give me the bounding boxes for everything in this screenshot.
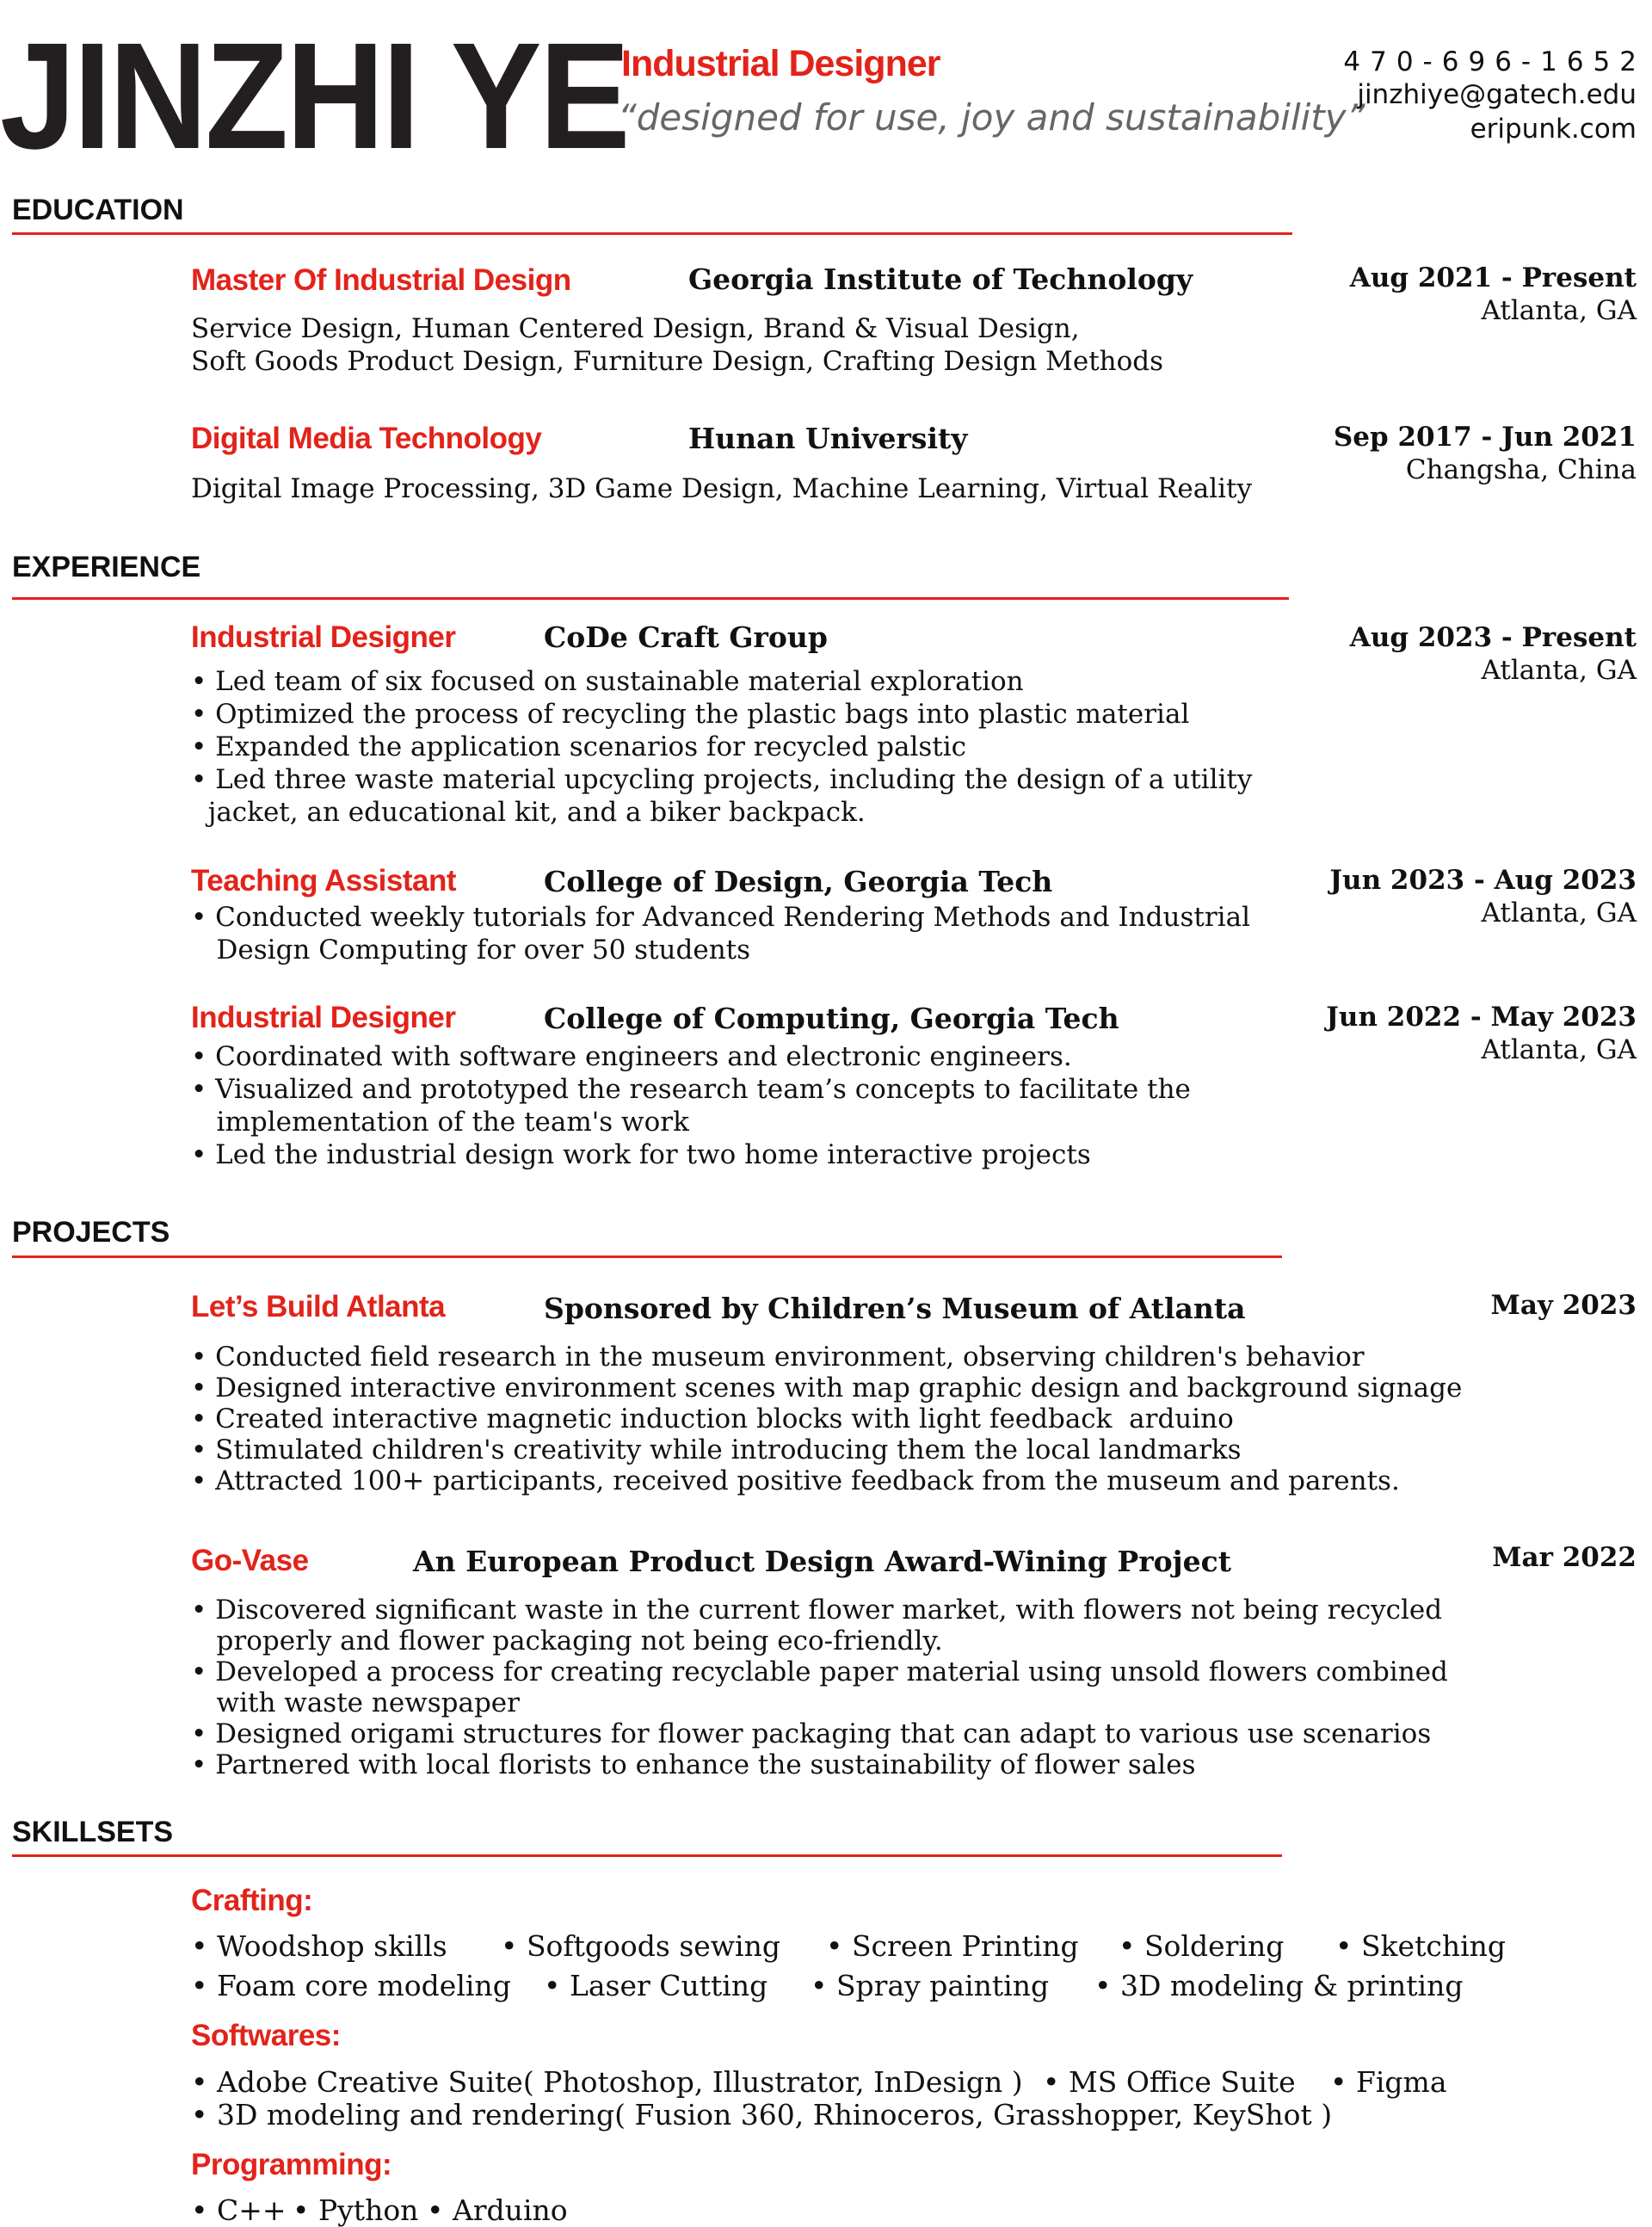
section-divider xyxy=(12,232,1292,235)
section-heading-skillsets: SKILLSETS xyxy=(12,1816,174,1848)
bullet-item: • Created interactive magnetic induction blocks with light feedback arduino xyxy=(191,1403,1234,1434)
project-sponsor: An European Product Design Award-Wining Project xyxy=(413,1545,1231,1578)
skill-item: • Soldering xyxy=(1119,1929,1285,1963)
skill-item: • 3D modeling and rendering( Fusion 360, Rhinoceros, Grasshopper, KeyShot ) xyxy=(191,2098,1333,2131)
skill-item: • Spray painting xyxy=(811,1969,1050,2002)
tagline: “designed for use, joy and sustainability” xyxy=(618,96,1365,139)
date-range: Aug 2023 - Present xyxy=(1349,622,1637,653)
bullet-item: • Partnered with local florists to enhance the sustainability of flower sales xyxy=(191,1749,1196,1780)
skill-item: • Screen Printing xyxy=(826,1929,1079,1963)
phone-number[interactable]: 470-696-1652 xyxy=(1343,46,1646,77)
course-list-line: Digital Image Processing, 3D Game Design, Machine Learning, Virtual Reality xyxy=(191,473,1252,504)
role-title: Industrial Designer xyxy=(191,620,456,654)
skill-item: • Adobe Creative Suite( Photoshop, Illustrator, InDesign ) xyxy=(191,2065,1023,2099)
bullet-item: properly and flower packaging not being eco-friendly. xyxy=(191,1626,943,1656)
bullet-item: • Stimulated children's creativity while introducing them the local landmarks xyxy=(191,1434,1242,1465)
bullet-item: • Led the industrial design work for two home interactive projects xyxy=(191,1139,1091,1170)
bullet-item: • Attracted 100+ participants, received positive feedback from the museum and parents. xyxy=(191,1465,1400,1496)
school-name: Georgia Institute of Technology xyxy=(688,262,1193,296)
bullet-item: • Conducted weekly tutorials for Advanced Rendering Methods and Industrial xyxy=(191,902,1250,933)
date-range: Sep 2017 - Jun 2021 xyxy=(1333,422,1637,453)
location: Atlanta, GA xyxy=(1481,1034,1637,1065)
organization: CoDe Craft Group xyxy=(544,620,828,654)
role-title: Industrial Designer xyxy=(191,1001,456,1034)
project-sponsor: Sponsored by Children’s Museum of Atlanta xyxy=(544,1292,1246,1325)
skill-item: • Softgoods sewing xyxy=(501,1929,780,1963)
bullet-item: • Led team of six focused on sustainable material exploration xyxy=(191,666,1024,697)
section-heading-projects: PROJECTS xyxy=(12,1216,170,1249)
degree-title: Master Of Industrial Design xyxy=(191,263,571,297)
section-divider xyxy=(12,1854,1282,1857)
date-range: Aug 2021 - Present xyxy=(1349,262,1637,293)
bullet-item: • Developed a process for creating recyclable paper material using unsold flowers combined xyxy=(191,1656,1448,1687)
date-range: Mar 2022 xyxy=(1492,1542,1637,1573)
location: Atlanta, GA xyxy=(1481,295,1637,326)
role-title: Teaching Assistant xyxy=(191,864,457,898)
date-range: Jun 2023 - Aug 2023 xyxy=(1329,865,1637,896)
date-range: Jun 2022 - May 2023 xyxy=(1326,1002,1637,1033)
location: Changsha, China xyxy=(1405,454,1637,485)
bullet-item: • Conducted field research in the museum environment, observing children's behavior xyxy=(191,1342,1365,1373)
section-heading-education: EDUCATION xyxy=(12,194,184,226)
bullet-item: • Designed origami structures for flower packaging that can adapt to various use scenarios xyxy=(191,1718,1432,1749)
candidate-name: JINZHI YE xyxy=(0,12,628,181)
project-name: Let’s Build Atlanta xyxy=(191,1290,446,1323)
date-range: May 2023 xyxy=(1490,1290,1637,1321)
course-list-line: Service Design, Human Centered Design, Brand & Visual Design, xyxy=(191,313,1080,344)
bullet-item: implementation of the team's work xyxy=(191,1107,689,1138)
bullet-item: • Designed interactive environment scenes with map graphic design and background signage xyxy=(191,1373,1463,1403)
project-name: Go-Vase xyxy=(191,1544,309,1577)
organization: College of Design, Georgia Tech xyxy=(544,865,1053,898)
bullet-item: • Visualized and prototyped the research team’s concepts to facilitate the xyxy=(191,1074,1191,1105)
skill-item: • 3D modeling & printing xyxy=(1094,1969,1464,2002)
skill-item: • Sketching xyxy=(1335,1929,1507,1963)
skill-item: • Laser Cutting xyxy=(544,1969,768,2002)
section-divider xyxy=(12,1255,1282,1258)
school-name: Hunan University xyxy=(688,422,968,455)
organization: College of Computing, Georgia Tech xyxy=(544,1002,1119,1035)
bullet-item: Design Computing for over 50 students xyxy=(191,935,751,965)
bullet-item: • Led three waste material upcycling projects, including the design of a utility xyxy=(191,764,1253,795)
course-list-line: Soft Goods Product Design, Furniture Design, Crafting Design Methods xyxy=(191,346,1164,377)
location: Atlanta, GA xyxy=(1481,898,1637,928)
bullet-item: jacket, an educational kit, and a biker backpack. xyxy=(191,797,866,828)
section-divider xyxy=(12,597,1289,600)
email-link[interactable]: jinzhiye@gatech.edu xyxy=(1357,79,1637,110)
skill-item: • Woodshop skills xyxy=(191,1929,447,1963)
skill-item: • C++ xyxy=(191,2193,287,2227)
degree-title: Digital Media Technology xyxy=(191,422,542,455)
bullet-item: with waste newspaper xyxy=(191,1687,520,1718)
skill-item: • Python xyxy=(293,2193,419,2227)
bullet-item: • Discovered significant waste in the current flower market, with flowers not being recycled xyxy=(191,1595,1443,1626)
bullet-item: • Expanded the application scenarios for recycled palstic xyxy=(191,731,967,762)
job-title: Industrial Designer xyxy=(621,43,940,84)
skill-item: • Figma xyxy=(1330,2065,1447,2099)
skill-category-label: Softwares: xyxy=(191,2019,341,2052)
bullet-item: • Optimized the process of recycling the plastic bags into plastic material xyxy=(191,699,1190,730)
skill-item: • Arduino xyxy=(427,2193,568,2227)
website-link[interactable]: eripunk.com xyxy=(1470,114,1637,145)
location: Atlanta, GA xyxy=(1481,655,1637,686)
skill-item: • MS Office Suite xyxy=(1043,2065,1296,2099)
skill-category-label: Programming: xyxy=(191,2148,392,2181)
bullet-item: • Coordinated with software engineers and electronic engineers. xyxy=(191,1041,1072,1072)
skill-item: • Foam core modeling xyxy=(191,1969,511,2002)
skill-category-label: Crafting: xyxy=(191,1884,313,1917)
section-heading-experience: EXPERIENCE xyxy=(12,551,201,583)
